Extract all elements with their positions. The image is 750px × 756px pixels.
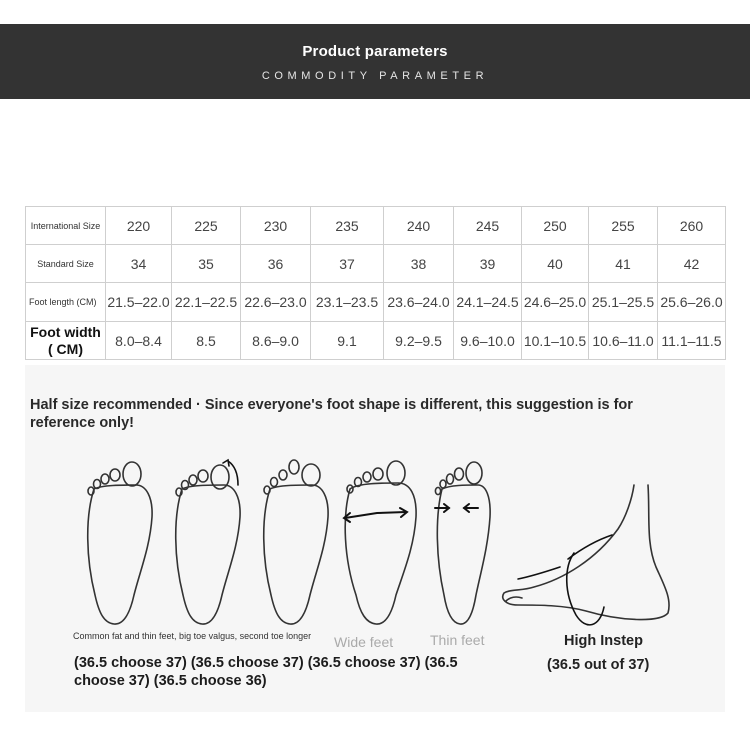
table-cell: 9.1 [311, 322, 384, 360]
table-cell: 35 [172, 245, 241, 283]
table-cell: 9.2–9.5 [384, 322, 454, 360]
table-cell: 40 [522, 245, 589, 283]
table-cell: 23.6–24.0 [384, 283, 454, 322]
table-cell: 37 [311, 245, 384, 283]
high-instep-choice: (36.5 out of 37) [547, 657, 650, 673]
table-cell: 25.1–25.5 [589, 283, 658, 322]
common-feet-label: Common fat and thin feet, big toe valgus, second toe longer [73, 631, 312, 641]
table-cell: 235 [311, 207, 384, 245]
foot-high-instep-icon [503, 485, 669, 625]
fit-recommendation: Half size recommended · Since everyone's foot shape is different, this suggestion is for reference only! [30, 397, 633, 431]
foot-second-toe-icon [264, 460, 328, 624]
foot-shapes-illustration [70, 455, 690, 635]
table-cell: 10.6–11.0 [589, 322, 658, 360]
table-cell: 230 [241, 207, 311, 245]
table-row [26, 245, 726, 283]
wide-feet-label: Wide feet [334, 634, 394, 650]
table-cell: 38 [384, 245, 454, 283]
high-instep-label: High Instep [564, 633, 643, 649]
table-cell: 34 [106, 245, 172, 283]
table-cell: 225 [172, 207, 241, 245]
row-header: Foot width ( CM) [26, 322, 106, 360]
table-cell: 260 [658, 207, 726, 245]
table-cell: 220 [106, 207, 172, 245]
row-header: International Size [26, 207, 106, 245]
row-header: Standard Size [26, 245, 106, 283]
table-cell: 22.1–22.5 [172, 283, 241, 322]
table-cell: 25.6–26.0 [658, 283, 726, 322]
table-cell: 22.6–23.0 [241, 283, 311, 322]
table-cell: 41 [589, 245, 658, 283]
table-cell: 255 [589, 207, 658, 245]
table-row [26, 322, 726, 360]
table-cell: 250 [522, 207, 589, 245]
table-cell: 8.0–8.4 [106, 322, 172, 360]
table-cell: 24.1–24.5 [454, 283, 522, 322]
foot-valgus-icon [176, 460, 240, 624]
header-subtitle: COMMODITY PARAMETER [261, 70, 489, 82]
table-row [26, 283, 726, 322]
table-cell: 8.5 [172, 322, 241, 360]
table-cell: 8.6–9.0 [241, 322, 311, 360]
table-cell: 240 [384, 207, 454, 245]
size-table [25, 206, 726, 360]
table-cell: 36 [241, 245, 311, 283]
table-cell: 245 [454, 207, 522, 245]
thin-feet-label: Thin feet [430, 632, 485, 648]
header-title: Product parameters [302, 43, 448, 60]
table-cell: 23.1–23.5 [311, 283, 384, 322]
table-cell: 24.6–25.0 [522, 283, 589, 322]
foot-thin-icon [435, 462, 490, 624]
table-cell: 11.1–11.5 [658, 322, 726, 360]
table-row [26, 207, 726, 245]
foot-common-icon [88, 462, 152, 624]
foot-wide-icon [344, 461, 416, 624]
table-cell: 21.5–22.0 [106, 283, 172, 322]
table-cell: 39 [454, 245, 522, 283]
common-feet-choice: (36.5 choose 37) (36.5 choose 37) (36.5 choose 37) (36.5 choose 37) (36.5 choose 36) [74, 655, 458, 689]
table-cell: 42 [658, 245, 726, 283]
page-header [0, 24, 750, 99]
table-cell: 10.1–10.5 [522, 322, 589, 360]
row-header: Foot length (CM) [26, 283, 106, 322]
table-cell: 9.6–10.0 [454, 322, 522, 360]
